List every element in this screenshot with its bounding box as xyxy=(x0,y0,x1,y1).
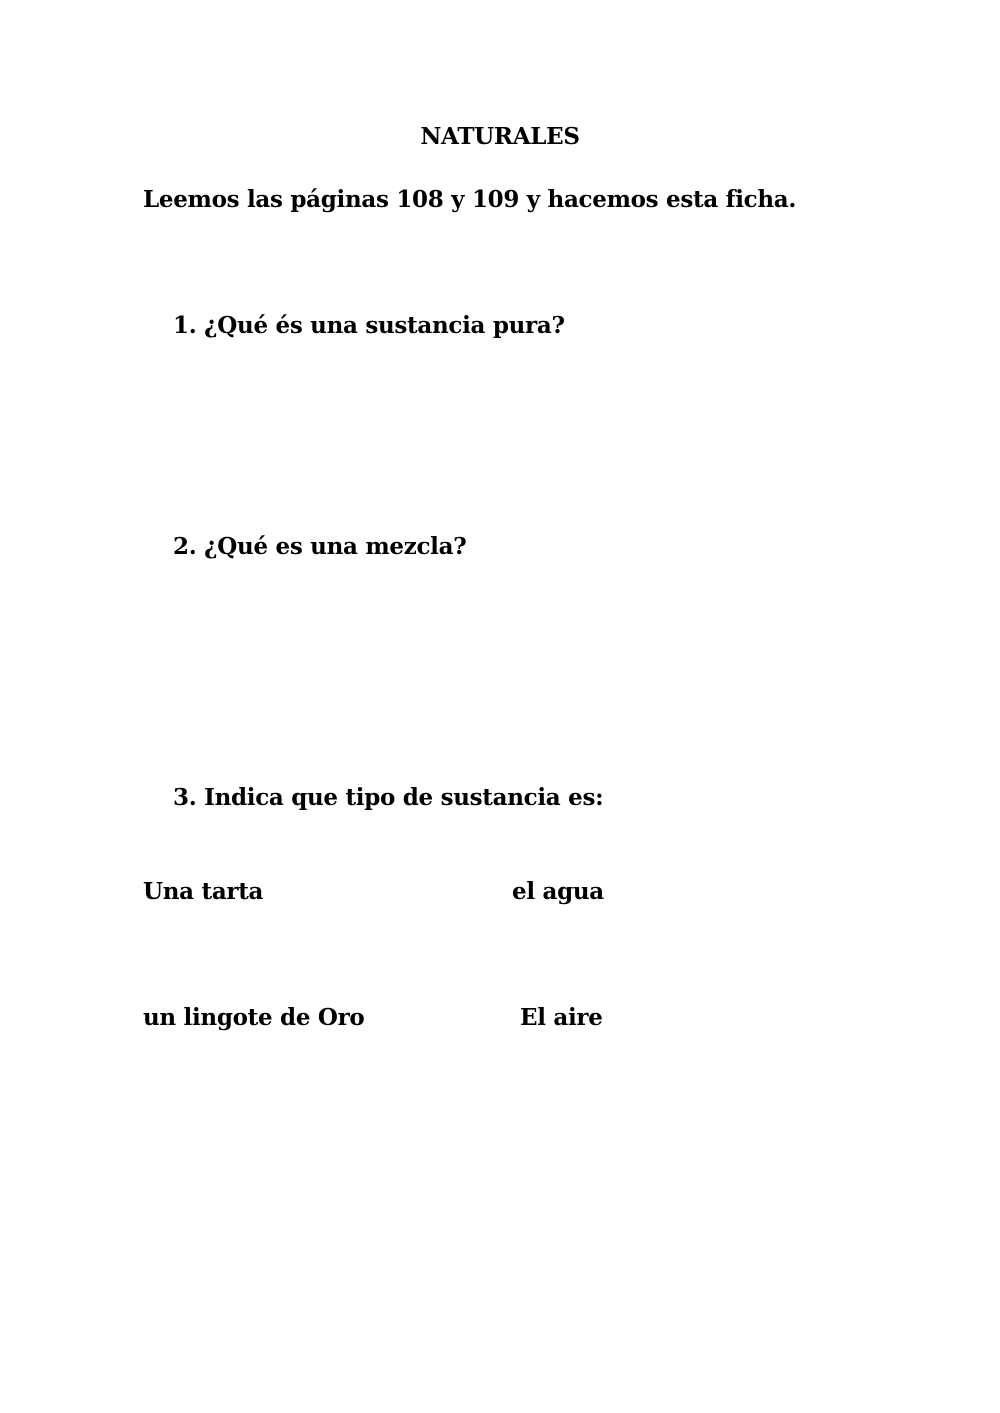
question-2: 2. ¿Qué es una mezcla? xyxy=(173,533,467,560)
page-title: NATURALES xyxy=(420,123,580,150)
question-1: 1. ¿Qué és una sustancia pura? xyxy=(173,312,565,339)
item-una-tarta: Una tarta xyxy=(143,878,264,905)
item-el-aire: El aire xyxy=(520,1004,603,1031)
item-lingote-de-oro: un lingote de Oro xyxy=(143,1004,365,1031)
question-3: 3. Indica que tipo de sustancia es: xyxy=(173,784,604,811)
item-el-agua: el agua xyxy=(512,878,604,905)
intro-text: Leemos las páginas 108 y 109 y hacemos esta ficha. xyxy=(143,186,797,213)
